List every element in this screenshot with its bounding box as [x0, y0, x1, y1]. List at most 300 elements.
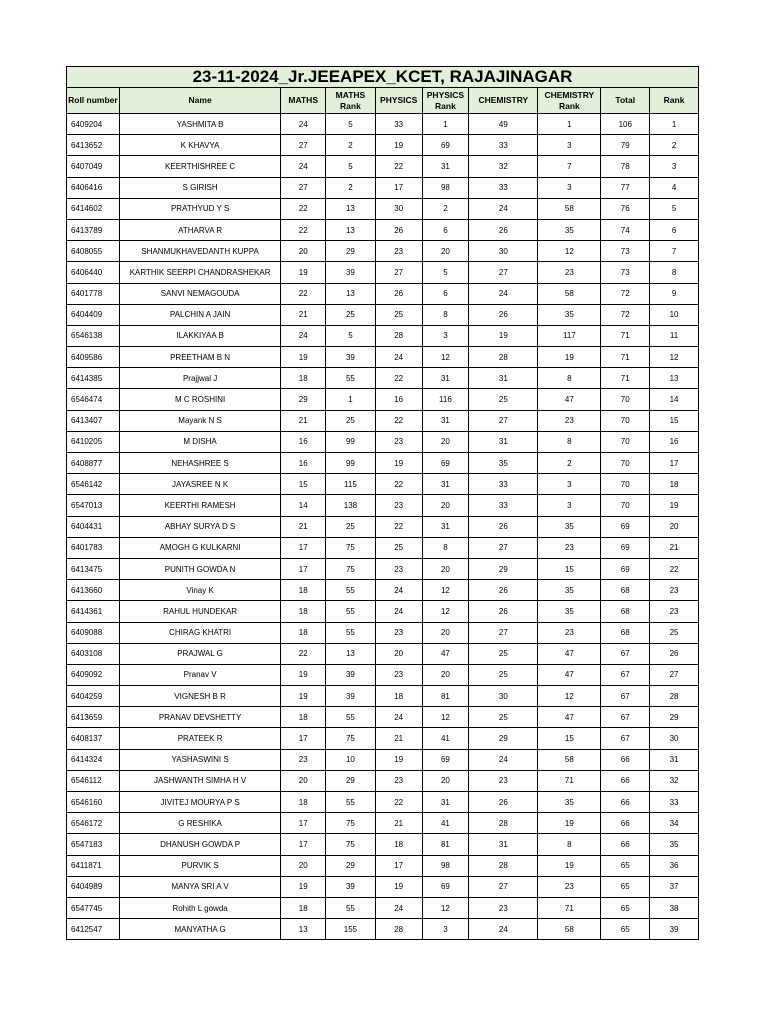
table-cell: 21	[375, 728, 422, 749]
table-cell: PRATEEK R	[119, 728, 281, 749]
table-cell: 75	[326, 813, 376, 834]
table-cell: 3	[538, 135, 601, 156]
table-cell: 3	[650, 156, 699, 177]
table-cell: 6414385	[67, 368, 120, 389]
table-cell: 29	[650, 707, 699, 728]
table-row	[67, 219, 699, 240]
table-cell: 19	[281, 347, 326, 368]
table-cell: 19	[281, 876, 326, 897]
table-cell: 12	[422, 347, 469, 368]
table-cell: 26	[469, 601, 538, 622]
table-cell: 6404989	[67, 876, 120, 897]
table-cell: 6404409	[67, 304, 120, 325]
table-cell: 29	[281, 389, 326, 410]
table-cell: 21	[281, 410, 326, 431]
table-cell: 55	[326, 622, 376, 643]
table-cell: 25	[326, 410, 376, 431]
table-cell: 19	[375, 749, 422, 770]
table-cell: 25	[469, 664, 538, 685]
table-cell: 22	[375, 474, 422, 495]
table-cell: 25	[650, 622, 699, 643]
table-cell: 31	[422, 410, 469, 431]
table-row	[67, 431, 699, 452]
table-cell: 12	[422, 601, 469, 622]
table-cell: ATHARVA R	[119, 219, 281, 240]
table-cell: 68	[601, 580, 650, 601]
table-cell: 31	[469, 834, 538, 855]
table-cell: 12	[538, 686, 601, 707]
table-row	[67, 919, 699, 940]
table-cell: 66	[601, 813, 650, 834]
table-cell: 6401783	[67, 537, 120, 558]
table-cell: 23	[538, 262, 601, 283]
table-cell: 67	[601, 707, 650, 728]
table-cell: KEERTHISHREE C	[119, 156, 281, 177]
table-cell: 41	[422, 728, 469, 749]
table-cell: 78	[601, 156, 650, 177]
table-cell: 6409092	[67, 664, 120, 685]
table-cell: 73	[601, 241, 650, 262]
table-cell: 39	[650, 919, 699, 940]
table-cell: 55	[326, 368, 376, 389]
table-cell: 39	[326, 664, 376, 685]
table-row	[67, 643, 699, 664]
table-cell: 1	[538, 114, 601, 135]
table-cell: PURVIK S	[119, 855, 281, 876]
table-cell: 24	[375, 897, 422, 918]
table-cell: 28	[650, 686, 699, 707]
table-cell: 24	[375, 580, 422, 601]
table-cell: 39	[326, 686, 376, 707]
table-cell: 22	[375, 410, 422, 431]
table-cell: 58	[538, 198, 601, 219]
table-row	[67, 855, 699, 876]
table-cell: 29	[469, 728, 538, 749]
table-cell: 69	[601, 558, 650, 579]
table-cell: 10	[650, 304, 699, 325]
table-row	[67, 410, 699, 431]
table-cell: 26	[469, 516, 538, 537]
table-cell: 27	[375, 262, 422, 283]
table-cell: 6546172	[67, 813, 120, 834]
table-cell: PRANAV DEVSHETTY	[119, 707, 281, 728]
table-cell: 68	[601, 622, 650, 643]
table-cell: 71	[601, 347, 650, 368]
table-row	[67, 601, 699, 622]
table-cell: Vinay K	[119, 580, 281, 601]
table-cell: 23	[375, 495, 422, 516]
table-cell: 18	[281, 368, 326, 389]
table-cell: 15	[538, 558, 601, 579]
table-cell: 14	[281, 495, 326, 516]
table-row	[67, 792, 699, 813]
table-cell: 81	[422, 834, 469, 855]
table-cell: 30	[650, 728, 699, 749]
table-cell: 15	[650, 410, 699, 431]
table-cell: 35	[538, 516, 601, 537]
table-cell: 17	[281, 813, 326, 834]
table-cell: 17	[281, 728, 326, 749]
table-cell: 35	[469, 453, 538, 474]
table-row	[67, 770, 699, 791]
table-row	[67, 622, 699, 643]
table-cell: 1	[326, 389, 376, 410]
table-cell: 12	[422, 897, 469, 918]
table-cell: SHANMUKHAVEDANTH KUPPA	[119, 241, 281, 262]
table-cell: NEHASHREE S	[119, 453, 281, 474]
table-cell: 6414324	[67, 749, 120, 770]
table-cell: 29	[326, 241, 376, 262]
table-cell: 6414361	[67, 601, 120, 622]
table-cell: RAHUL HUNDEKAR	[119, 601, 281, 622]
table-cell: ABHAY SURYA D S	[119, 516, 281, 537]
table-cell: 20	[281, 855, 326, 876]
table-cell: 47	[538, 707, 601, 728]
table-cell: 5	[326, 325, 376, 346]
table-cell: 16	[281, 453, 326, 474]
table-cell: 72	[601, 304, 650, 325]
table-cell: 55	[326, 897, 376, 918]
table-cell: Prajjwal J	[119, 368, 281, 389]
table-cell: 27	[650, 664, 699, 685]
table-row	[67, 707, 699, 728]
table-cell: 33	[650, 792, 699, 813]
table-cell: 67	[601, 664, 650, 685]
table-cell: KEERTHI RAMESH	[119, 495, 281, 516]
table-cell: 20	[281, 770, 326, 791]
table-cell: 3	[538, 177, 601, 198]
table-cell: AMOGH G KULKARNI	[119, 537, 281, 558]
table-cell: 20	[422, 495, 469, 516]
table-cell: 17	[281, 834, 326, 855]
table-cell: 19	[375, 453, 422, 474]
table-row	[67, 453, 699, 474]
table-cell: 35	[538, 792, 601, 813]
table-cell: 19	[281, 262, 326, 283]
table-cell: 15	[281, 474, 326, 495]
results-table	[66, 66, 699, 940]
table-cell: 24	[281, 325, 326, 346]
table-cell: 6408877	[67, 453, 120, 474]
column-header: MATHS	[281, 88, 326, 114]
table-cell: 2	[326, 177, 376, 198]
table-cell: 98	[422, 855, 469, 876]
table-cell: 19	[538, 347, 601, 368]
table-cell: 24	[375, 347, 422, 368]
column-header: CHEMISTRY	[469, 88, 538, 114]
table-cell: 19	[538, 855, 601, 876]
table-row	[67, 834, 699, 855]
column-header: Rank	[650, 88, 699, 114]
table-cell: 18	[650, 474, 699, 495]
table-cell: 117	[538, 325, 601, 346]
table-cell: 18	[281, 792, 326, 813]
table-cell: 31	[422, 156, 469, 177]
table-cell: 6404259	[67, 686, 120, 707]
table-cell: 22	[281, 283, 326, 304]
table-cell: 58	[538, 283, 601, 304]
table-cell: 22	[281, 219, 326, 240]
table-cell: JAYASREE N K	[119, 474, 281, 495]
table-cell: 8	[538, 431, 601, 452]
table-cell: 12	[422, 580, 469, 601]
table-cell: 6413652	[67, 135, 120, 156]
table-cell: 20	[422, 770, 469, 791]
table-cell: 65	[601, 897, 650, 918]
table-cell: 6407049	[67, 156, 120, 177]
table-cell: 21	[281, 516, 326, 537]
table-cell: 24	[469, 749, 538, 770]
table-cell: 23	[375, 622, 422, 643]
table-cell: 69	[422, 135, 469, 156]
table-cell: 70	[601, 495, 650, 516]
table-cell: 3	[538, 495, 601, 516]
table-cell: 22	[375, 516, 422, 537]
table-row	[67, 325, 699, 346]
table-cell: 25	[469, 643, 538, 664]
table-cell: JASHWANTH SIMHA H V	[119, 770, 281, 791]
table-cell: 32	[469, 156, 538, 177]
table-cell: 71	[601, 325, 650, 346]
table-cell: 39	[326, 347, 376, 368]
table-cell: 20	[422, 664, 469, 685]
table-cell: 23	[538, 622, 601, 643]
column-header: CHEMISTRY Rank	[538, 88, 601, 114]
table-cell: 29	[326, 855, 376, 876]
table-cell: 3	[422, 325, 469, 346]
table-cell: 23	[375, 664, 422, 685]
table-cell: 39	[326, 262, 376, 283]
table-cell: 6403108	[67, 643, 120, 664]
table-cell: 19	[469, 325, 538, 346]
table-cell: 22	[281, 643, 326, 664]
table-cell: 75	[326, 728, 376, 749]
table-cell: 6406440	[67, 262, 120, 283]
table-cell: 31	[422, 792, 469, 813]
table-cell: 65	[601, 876, 650, 897]
table-cell: 99	[326, 453, 376, 474]
table-cell: 71	[538, 897, 601, 918]
table-cell: 6546474	[67, 389, 120, 410]
table-cell: PRAJWAL G	[119, 643, 281, 664]
table-cell: 55	[326, 580, 376, 601]
table-cell: 28	[375, 919, 422, 940]
table-row	[67, 580, 699, 601]
table-cell: 22	[650, 558, 699, 579]
table-cell: 31	[422, 516, 469, 537]
table-cell: 25	[375, 537, 422, 558]
table-cell: 47	[538, 643, 601, 664]
table-cell: 58	[538, 749, 601, 770]
table-cell: 23	[375, 431, 422, 452]
table-cell: 3	[538, 474, 601, 495]
table-cell: 22	[375, 368, 422, 389]
table-cell: 98	[422, 177, 469, 198]
table-cell: 27	[469, 537, 538, 558]
table-cell: 22	[375, 156, 422, 177]
table-row	[67, 516, 699, 537]
table-cell: 3	[422, 919, 469, 940]
table-cell: 23	[469, 897, 538, 918]
table-cell: 24	[375, 707, 422, 728]
table-cell: 28	[469, 855, 538, 876]
table-cell: 99	[326, 431, 376, 452]
table-cell: 6413789	[67, 219, 120, 240]
table-cell: 6413475	[67, 558, 120, 579]
table-cell: 2	[326, 135, 376, 156]
table-row	[67, 749, 699, 770]
column-header: Total	[601, 88, 650, 114]
table-cell: 26	[469, 304, 538, 325]
table-cell: 32	[650, 770, 699, 791]
table-cell: 35	[538, 601, 601, 622]
table-cell: 6408055	[67, 241, 120, 262]
table-cell: 8	[650, 262, 699, 283]
table-cell: 76	[601, 198, 650, 219]
table-cell: 26	[469, 219, 538, 240]
table-cell: 6414602	[67, 198, 120, 219]
table-cell: YASHMITA B	[119, 114, 281, 135]
table-cell: 1	[422, 114, 469, 135]
table-cell: 19	[375, 876, 422, 897]
table-cell: 70	[601, 453, 650, 474]
table-cell: 22	[375, 792, 422, 813]
table-cell: 31	[422, 368, 469, 389]
table-cell: PUNITH GOWDA N	[119, 558, 281, 579]
table-cell: 23	[538, 410, 601, 431]
table-cell: PREETHAM B N	[119, 347, 281, 368]
table-cell: 17	[375, 855, 422, 876]
table-row	[67, 177, 699, 198]
table-cell: 6546138	[67, 325, 120, 346]
table-cell: 58	[538, 919, 601, 940]
table-cell: 23	[281, 749, 326, 770]
table-cell: YASHASWINI S	[119, 749, 281, 770]
table-cell: Mayank N S	[119, 410, 281, 431]
table-cell: 13	[326, 283, 376, 304]
table-cell: 23	[538, 537, 601, 558]
table-cell: 2	[650, 135, 699, 156]
table-cell: 70	[601, 389, 650, 410]
table-cell: 69	[422, 749, 469, 770]
table-cell: 6406416	[67, 177, 120, 198]
table-cell: 69	[601, 537, 650, 558]
table-cell: 15	[538, 728, 601, 749]
table-cell: 27	[281, 135, 326, 156]
table-cell: 77	[601, 177, 650, 198]
table-cell: 38	[650, 897, 699, 918]
table-cell: 24	[281, 114, 326, 135]
table-cell: KARTHIK SEERPI CHANDRASHEKAR	[119, 262, 281, 283]
table-cell: 26	[469, 792, 538, 813]
table-row	[67, 262, 699, 283]
table-cell: 16	[375, 389, 422, 410]
table-cell: 16	[650, 431, 699, 452]
results-sheet	[66, 66, 699, 940]
table-cell: 24	[469, 283, 538, 304]
table-cell: 70	[601, 474, 650, 495]
table-cell: 17	[375, 177, 422, 198]
table-cell: 6413659	[67, 707, 120, 728]
table-cell: S GIRISH	[119, 177, 281, 198]
table-cell: 19	[281, 664, 326, 685]
table-cell: MANYATHA G	[119, 919, 281, 940]
table-cell: 29	[469, 558, 538, 579]
table-cell: 23	[538, 876, 601, 897]
table-cell: 68	[601, 601, 650, 622]
table-row	[67, 114, 699, 135]
table-cell: 6413660	[67, 580, 120, 601]
table-cell: 20	[422, 622, 469, 643]
table-cell: 69	[422, 876, 469, 897]
table-cell: 74	[601, 219, 650, 240]
table-cell: 66	[601, 834, 650, 855]
table-cell: 36	[650, 855, 699, 876]
table-body	[67, 114, 699, 940]
table-cell: 67	[601, 643, 650, 664]
table-cell: 13	[326, 219, 376, 240]
table-cell: 65	[601, 919, 650, 940]
table-cell: 6546142	[67, 474, 120, 495]
table-row	[67, 198, 699, 219]
table-cell: 75	[326, 537, 376, 558]
column-header: Name	[119, 88, 281, 114]
table-cell: 116	[422, 389, 469, 410]
table-cell: 66	[601, 749, 650, 770]
table-cell: 39	[326, 876, 376, 897]
table-cell: 30	[375, 198, 422, 219]
table-cell: 31	[422, 474, 469, 495]
table-cell: 31	[469, 368, 538, 389]
table-cell: 75	[326, 834, 376, 855]
table-cell: 37	[650, 876, 699, 897]
table-cell: 8	[538, 368, 601, 389]
table-row	[67, 135, 699, 156]
table-row	[67, 813, 699, 834]
table-cell: 18	[281, 580, 326, 601]
table-row	[67, 664, 699, 685]
table-cell: 41	[422, 813, 469, 834]
table-cell: 10	[326, 749, 376, 770]
table-cell: 19	[538, 813, 601, 834]
table-cell: 6546112	[67, 770, 120, 791]
column-header-row	[67, 88, 699, 114]
table-cell: 6	[650, 219, 699, 240]
table-cell: 5	[650, 198, 699, 219]
table-cell: 23	[375, 241, 422, 262]
table-cell: DHANUSH GOWDA P	[119, 834, 281, 855]
table-cell: 6413407	[67, 410, 120, 431]
table-cell: 22	[281, 198, 326, 219]
table-cell: 2	[538, 453, 601, 474]
table-cell: 13	[281, 919, 326, 940]
table-cell: 18	[281, 897, 326, 918]
table-cell: 20	[281, 241, 326, 262]
table-cell: 55	[326, 601, 376, 622]
table-cell: 17	[281, 537, 326, 558]
table-cell: 18	[281, 601, 326, 622]
table-cell: 155	[326, 919, 376, 940]
table-cell: 47	[538, 664, 601, 685]
table-cell: 73	[601, 262, 650, 283]
table-cell: 6410205	[67, 431, 120, 452]
table-cell: ILAKKIYAA B	[119, 325, 281, 346]
table-cell: 81	[422, 686, 469, 707]
table-cell: 69	[422, 453, 469, 474]
table-cell: 6409204	[67, 114, 120, 135]
table-cell: 30	[469, 686, 538, 707]
table-cell: 69	[601, 516, 650, 537]
